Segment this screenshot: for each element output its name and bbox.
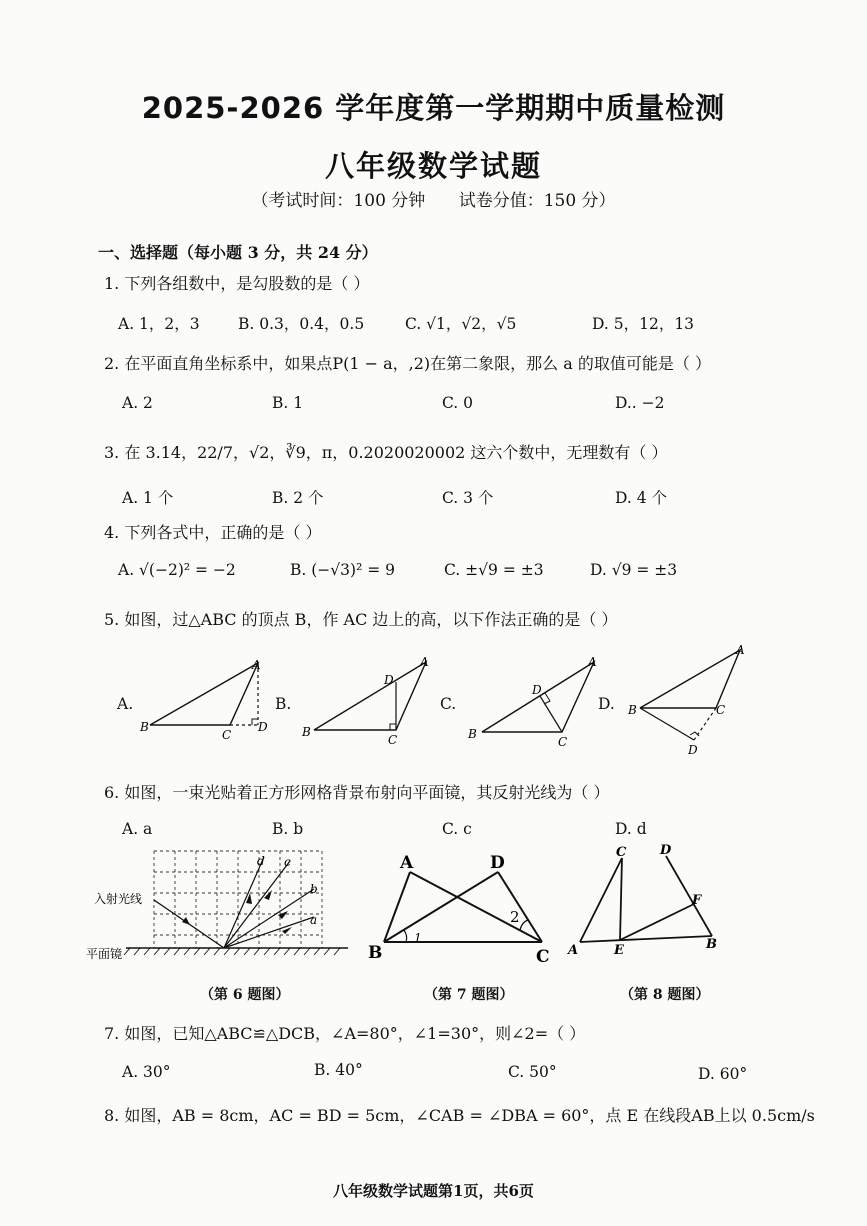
q5d-label-a: A <box>736 643 745 657</box>
q4-option-b[interactable]: B. (−√3)² = 9 <box>290 561 395 579</box>
q8-caption: （第 8 题图） <box>620 987 710 1003</box>
q4-option-a[interactable]: A. √(−2)² = −2 <box>118 561 236 579</box>
q6-option-c[interactable]: C. c <box>442 820 472 838</box>
q7-figure <box>364 846 554 971</box>
q1-option-c[interactable]: C. √1，√2，√5 <box>405 315 517 333</box>
q7-angle-1: 1 <box>414 931 422 945</box>
q7-caption: （第 7 题图） <box>424 987 514 1003</box>
q7-label-d: D <box>490 853 505 873</box>
q5d-label-d: D <box>688 743 698 757</box>
q3-option-a[interactable]: A. 1 个 <box>122 489 174 507</box>
q2-option-c[interactable]: C. 0 <box>442 394 474 412</box>
q7-option-d[interactable]: D. 60° <box>698 1065 748 1083</box>
q5-figure-d <box>622 640 757 760</box>
q7-option-c[interactable]: C. 50° <box>508 1063 557 1081</box>
q2-option-d[interactable]: D.. −2 <box>615 394 665 412</box>
q6-mirror-label: 平面镜 <box>86 947 123 961</box>
q5-figure-a <box>140 655 270 740</box>
q5b-label-a: A <box>420 655 429 669</box>
question-8-stem: 8. 如图，AB = 8cm，AC = BD = 5cm，∠CAB = ∠DBA = 60°，点 E 在线段AB上以 0.5cm/s <box>104 1106 815 1125</box>
exam-time: （考试时间：100 分钟 <box>251 191 426 211</box>
q2-option-b[interactable]: B. 1 <box>272 394 304 412</box>
q5c-label-b: B <box>468 727 477 741</box>
q6-option-d[interactable]: D. d <box>615 820 647 838</box>
q4-option-d[interactable]: D. √9 = ±3 <box>590 561 678 579</box>
q5-figure-b <box>300 650 440 745</box>
q8-label-c: C <box>616 845 627 860</box>
q5c-label-a: A <box>588 655 597 669</box>
exam-score: 试卷分值：150 分） <box>458 191 616 211</box>
question-3-stem: 3. 在 3.14，22/7，√2，∛9，π，0.2020020002 这六个数中，无理数有（ ） <box>104 443 668 462</box>
q3-option-c[interactable]: C. 3 个 <box>442 489 494 507</box>
q7-option-b[interactable]: B. 40° <box>314 1061 363 1079</box>
q5b-label-d: D <box>384 673 394 687</box>
exam-title: 2025-2026 学年度第一学期期中质量检测 <box>141 91 726 125</box>
q6-option-b[interactable]: B. b <box>272 820 304 838</box>
q7-option-a[interactable]: A. 30° <box>122 1063 171 1081</box>
q5b-label-b: B <box>302 725 311 739</box>
q5c-label-c: C <box>558 735 568 749</box>
q5d-label-b: B <box>628 703 637 717</box>
q5-option-a[interactable]: A. <box>117 695 134 713</box>
q6-incident-label: 入射光线 <box>94 892 143 906</box>
question-5-stem: 5. 如图，过△ABC 的顶点 B，作 AC 边上的高，以下作法正确的是（ ） <box>104 610 618 629</box>
q5-option-c[interactable]: C. <box>440 695 457 713</box>
q7-label-c: C <box>536 947 550 967</box>
q8-figure <box>566 840 726 960</box>
q7-label-b: B <box>368 943 383 963</box>
q5a-label-a: A <box>252 658 261 672</box>
q5-option-d[interactable]: D. <box>598 695 615 713</box>
q6-ray-b: b <box>310 882 318 896</box>
q8-label-d: D <box>660 843 672 858</box>
q3-option-d[interactable]: D. 4 个 <box>615 489 668 507</box>
question-6-stem: 6. 如图，一束光贴着正方形网格背景布射向平面镜，其反射光线为（ ） <box>104 783 610 802</box>
q7-label-a: A <box>400 853 414 873</box>
q1-option-a[interactable]: A. 1，2，3 <box>118 315 200 333</box>
q8-label-a: A <box>568 943 579 958</box>
q5a-label-d: D <box>258 720 268 734</box>
q5-option-b[interactable]: B. <box>275 695 292 713</box>
q8-label-e: E <box>614 943 624 958</box>
q6-figure <box>86 845 356 970</box>
q6-caption: （第 6 题图） <box>200 987 290 1003</box>
q3-option-b[interactable]: B. 2 个 <box>272 489 324 507</box>
q2-option-a[interactable]: A. 2 <box>122 394 153 412</box>
question-2-stem: 2. 在平面直角坐标系中，如果点P(1 − a，,2)在第二象限，那么 a 的取值可能是（ ） <box>104 354 711 373</box>
q1-option-d[interactable]: D. 5，12，13 <box>592 315 695 333</box>
q6-ray-d: d <box>257 854 265 868</box>
exam-info <box>0 186 867 211</box>
section-title: 一、选择题（每小题 3 分，共 24 分） <box>98 243 378 262</box>
q6-ray-a: a <box>310 913 318 927</box>
q5b-label-c: C <box>388 733 398 745</box>
question-4-stem: 4. 下列各式中，正确的是（ ） <box>104 523 322 542</box>
question-1-stem: 1. 下列各组数中，是勾股数的是（ ） <box>104 274 370 293</box>
q6-ray-c: c <box>284 855 291 869</box>
exam-subtitle: 八年级数学试题 <box>324 149 542 183</box>
q5c-label-d: D <box>532 683 542 697</box>
q6-option-a[interactable]: A. a <box>122 820 153 838</box>
question-7-stem: 7. 如图，已知△ABC≌△DCB，∠A=80°，∠1=30°，则∠2=（ ） <box>104 1024 586 1043</box>
q5a-label-b: B <box>140 720 149 734</box>
q5-figure-c <box>466 650 611 750</box>
q8-label-f: F <box>692 893 702 908</box>
page-footer: 八年级数学试题第1页，共6页 <box>333 1182 534 1200</box>
q8-label-b: B <box>706 937 717 952</box>
q1-option-b[interactable]: B. 0.3，0.4，0.5 <box>238 315 365 333</box>
q5d-label-c: C <box>716 703 726 717</box>
q4-option-c[interactable]: C. ±√9 = ±3 <box>444 561 544 579</box>
q5a-label-c: C <box>222 728 232 740</box>
q7-angle-2: 2 <box>510 908 520 926</box>
